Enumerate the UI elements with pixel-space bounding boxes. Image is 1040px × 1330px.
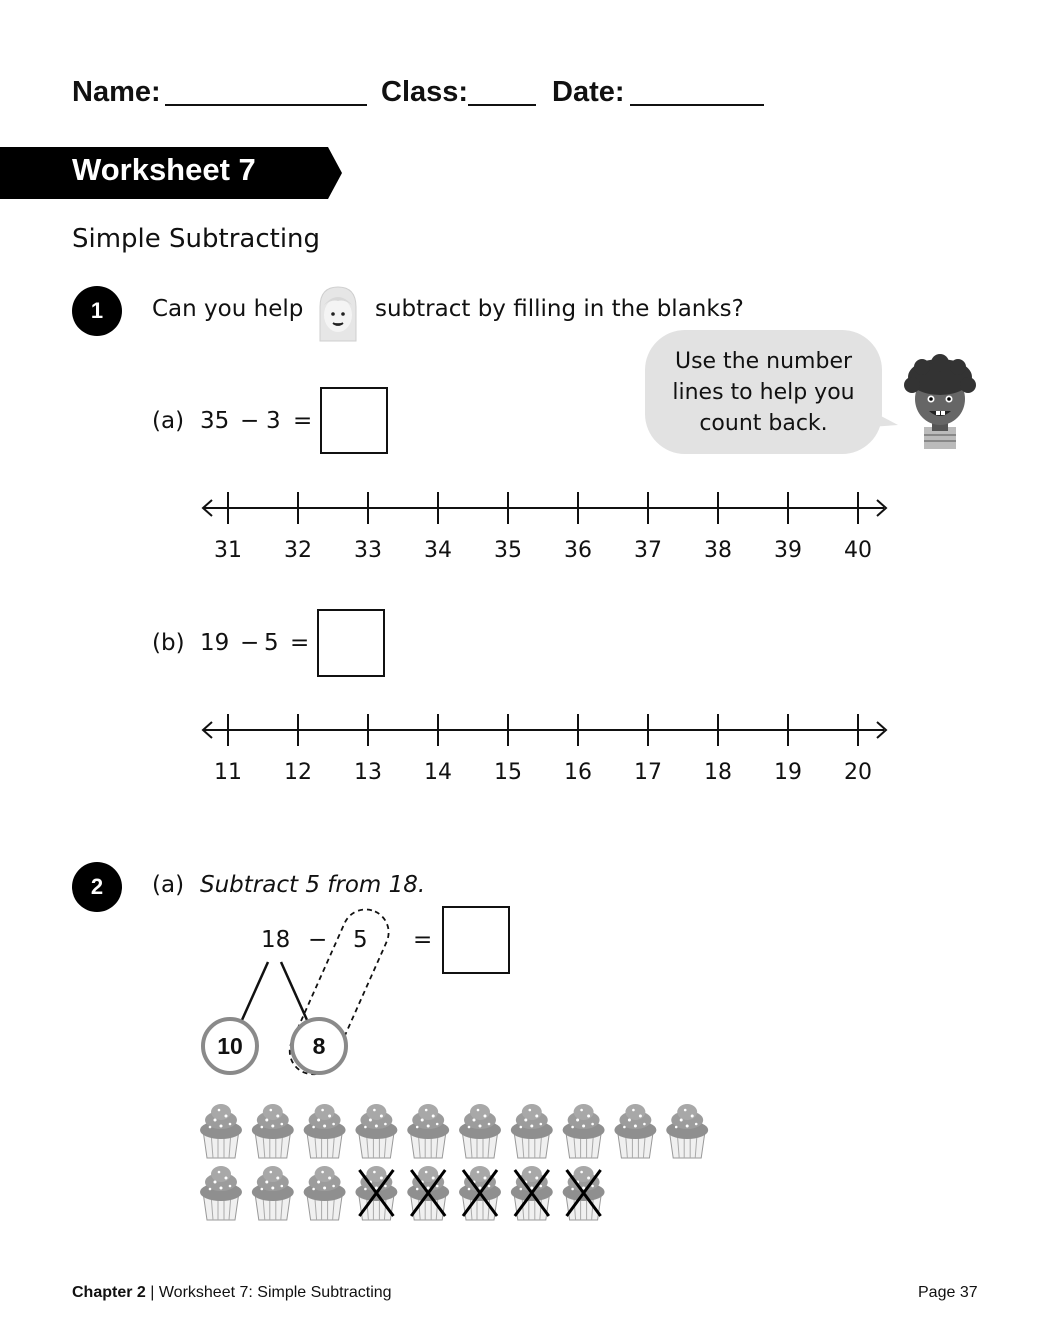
cupcake-icon	[252, 1166, 294, 1220]
question-2-number: 2	[72, 862, 122, 912]
nl-a-label-33: 33	[354, 538, 382, 563]
q1b-minus: −	[240, 630, 260, 656]
date-label: Date:	[552, 76, 625, 108]
nl-b-label-16: 16	[564, 760, 592, 785]
q1a-minus: −	[240, 408, 260, 434]
nl-b-label-17: 17	[634, 760, 662, 785]
q2a-num2: 5	[353, 927, 368, 953]
q1a-equals: =	[293, 408, 313, 434]
speech-line-1: Use the number	[674, 349, 853, 374]
cupcake-icon	[511, 1104, 553, 1158]
q2a-equals: =	[413, 927, 433, 953]
q2a-minus: −	[308, 927, 328, 953]
cupcake-icon	[407, 1104, 449, 1158]
speech-line-3: count back.	[699, 411, 828, 436]
q1a-num1: 35	[200, 408, 230, 434]
footer-page-number: Page 37	[918, 1284, 978, 1301]
nl-a-label-34: 34	[424, 538, 452, 563]
name-label: Name:	[72, 76, 161, 108]
nl-a-label-36: 36	[564, 538, 592, 563]
cupcake-icon	[666, 1104, 708, 1158]
q1b-label: (b)	[152, 630, 185, 656]
q1-prompt-end: subtract by filling in the blanks?	[375, 296, 744, 322]
nl-a-label-35: 35	[494, 538, 522, 563]
cupcake-icon	[252, 1104, 294, 1158]
class-label: Class:	[381, 76, 469, 108]
cupcake-icon	[304, 1166, 346, 1220]
worksheet-subtitle: Simple Subtracting	[72, 224, 321, 254]
q1b-num2: 5	[264, 630, 279, 656]
cupcake-icon	[200, 1104, 242, 1158]
nl-b-label-12: 12	[284, 760, 312, 785]
nl-b-label-13: 13	[354, 760, 382, 785]
cupcake-icon	[563, 1104, 605, 1158]
cupcake-icon	[304, 1104, 346, 1158]
q1b-equals: =	[290, 630, 310, 656]
worksheet-title: Worksheet 7	[72, 152, 256, 187]
q1b-num1: 19	[200, 630, 230, 656]
nl-a-label-32: 32	[284, 538, 312, 563]
q2a-instruction: Subtract 5 from 18.	[200, 872, 426, 898]
cupcake-icon	[200, 1166, 242, 1220]
footer-chapter: Chapter 2	[72, 1284, 146, 1301]
nl-a-label-38: 38	[704, 538, 732, 563]
cupcake-icon	[614, 1104, 656, 1158]
nl-b-label-19: 19	[774, 760, 802, 785]
bond-right-value: 8	[312, 1033, 326, 1059]
nl-b-label-20: 20	[844, 760, 872, 785]
nl-b-label-18: 18	[704, 760, 732, 785]
bond-left-value: 10	[217, 1033, 243, 1059]
question-1-number: 1	[72, 286, 122, 336]
footer-left	[72, 1284, 392, 1302]
footer-separator: |	[150, 1284, 155, 1301]
nl-a-label-37: 37	[634, 538, 662, 563]
nl-b-label-15: 15	[494, 760, 522, 785]
q1a-num2: 3	[266, 408, 281, 434]
q2a-label: (a)	[152, 872, 185, 898]
speech-line-2: lines to help you	[672, 380, 855, 405]
nl-b-label-14: 14	[424, 760, 452, 785]
footer-title: Worksheet 7: Simple Subtracting	[158, 1284, 392, 1301]
nl-a-label-31: 31	[214, 538, 242, 563]
cupcake-icon	[459, 1104, 501, 1158]
nl-a-label-40: 40	[844, 538, 872, 563]
cupcake-icon	[355, 1104, 397, 1158]
nl-b-label-11: 11	[214, 760, 242, 785]
nl-a-label-39: 39	[774, 538, 802, 563]
q2a-num1: 18	[261, 927, 291, 953]
q1-prompt-start: Can you help	[152, 296, 304, 322]
q1a-label: (a)	[152, 408, 185, 434]
